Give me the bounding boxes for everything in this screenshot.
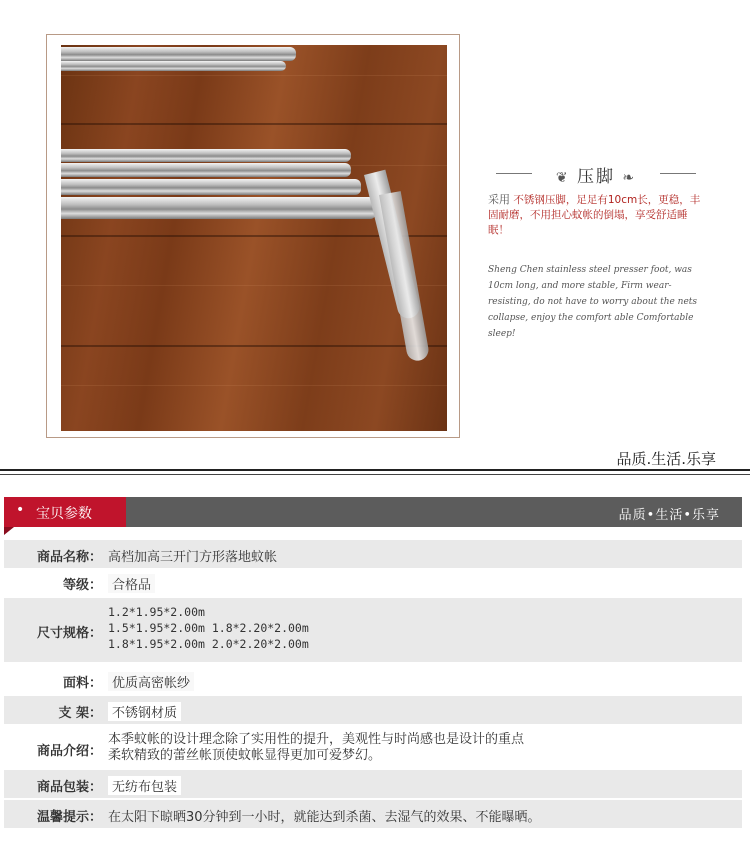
param-row-tip	[4, 800, 742, 828]
param-row-package	[4, 770, 742, 798]
intro-line: 本季蚊帐的设计理念除了实用性的提升，美观性与时尚感也是设计的重点	[108, 732, 525, 747]
param-label: 尺寸规格：	[36, 626, 102, 641]
tab-fold-corner	[4, 527, 14, 535]
param-value: 合格品	[108, 574, 155, 593]
divider-thick	[0, 469, 750, 471]
param-label: 面料：	[62, 676, 102, 691]
param-label: 商品包装：	[36, 780, 102, 795]
param-value: 在太阳下晾晒30分钟到一小时，就能达到杀菌、去湿气的效果、不能曝晒。	[108, 810, 541, 825]
size-option: 1.2*1.95*2.00m	[108, 605, 205, 619]
caption-chinese-text: 不锈钢压脚，足足有10cm长，更稳，丰固耐磨，不用担心蚊帐的倒塌，享受舒适睡眠！	[488, 194, 701, 236]
caption-title-row	[496, 160, 696, 186]
params-header	[4, 497, 742, 527]
param-label: 等级：	[62, 578, 102, 593]
param-row-frame	[4, 696, 742, 724]
caption-lead: 采用	[488, 193, 510, 206]
params-header-tab	[4, 497, 126, 527]
param-label: 支 架：	[58, 706, 102, 721]
slogan: 品质.生活.乐享	[616, 450, 716, 468]
product-photo-presser-foot	[61, 45, 447, 431]
param-value: 无纺布包装	[108, 776, 181, 795]
param-row-intro	[4, 728, 742, 768]
caption-chinese	[488, 192, 703, 238]
param-row-sizes	[4, 598, 742, 662]
caption-title: 压脚	[577, 167, 615, 187]
product-photo-frame	[46, 34, 460, 438]
param-value: 高档加高三开门方形落地蚊帐	[108, 550, 278, 565]
param-value: 不锈钢材质	[108, 702, 181, 721]
params-header-slogan: 品质•生活•乐享	[618, 508, 720, 523]
param-label: 温馨提示：	[36, 810, 102, 825]
caption-english: Sheng Chen stainless steel presser foot, was 10cm long, and more stable, Firm wear-resisting, do not have to worry about the nets collapse, enjoy the comfort able Comfortable sleep!	[488, 265, 698, 339]
param-row-grade	[4, 568, 742, 596]
params-header-title: 宝贝参数	[36, 506, 92, 522]
param-row-fabric	[4, 666, 742, 694]
param-value	[108, 732, 524, 764]
param-size-list	[108, 604, 309, 652]
divider-thin	[0, 474, 750, 475]
size-option: 1.5*1.95*2.00m 1.8*2.20*2.00m	[108, 621, 309, 635]
param-value: 优质高密帐纱	[108, 672, 194, 691]
leaf-ornament-icon: ❧	[622, 170, 637, 186]
param-label: 商品名称：	[36, 550, 102, 565]
param-label: 商品介绍：	[36, 744, 102, 759]
bullet-dot-icon: •	[16, 502, 25, 518]
intro-line: 柔软精致的蕾丝帐顶使蚊帐显得更加可爱梦幻。	[108, 748, 382, 763]
size-option: 1.8*1.95*2.00m 2.0*2.20*2.00m	[108, 637, 309, 651]
param-row-name	[4, 540, 742, 568]
leaf-ornament-icon: ❦	[555, 170, 570, 186]
